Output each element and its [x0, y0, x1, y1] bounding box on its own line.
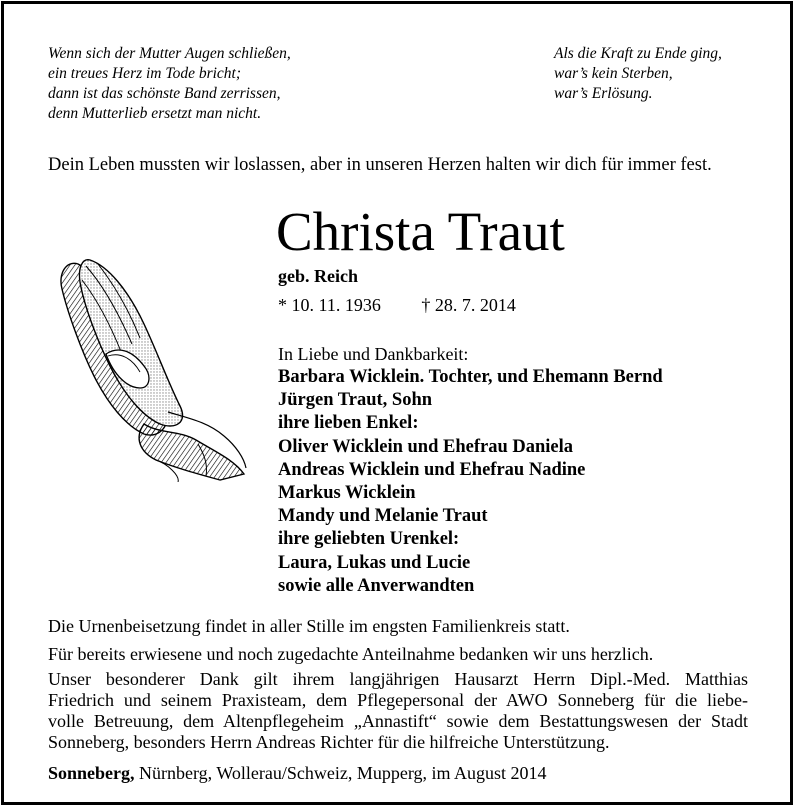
poem-right [554, 44, 722, 104]
place-rest: Nürnberg, Wollerau/Schweiz, Mupperg, im August 2014 [134, 763, 547, 783]
death-date: † 28. 7. 2014 [421, 295, 516, 315]
paragraph-line: volle Betreuung, dem Altenpflegeheim „Annastift“ sowie dem Bestattungswesen der Stadt [48, 711, 748, 731]
mourners-list [278, 366, 663, 598]
mourner-line: Mandy und Melanie Traut [278, 506, 488, 527]
poem-line: Wenn sich der Mutter Augen schließen, [48, 45, 291, 62]
praying-hands-icon [48, 254, 250, 482]
poem-line: ein treues Herz im Tode bricht; [48, 65, 242, 82]
burial-notice: Die Urnenbeisetzung findet in aller Stille im engsten Familienkreis statt. [48, 616, 570, 636]
mourner-line: Markus Wicklein [278, 483, 416, 504]
mourner-line: ihre lieben Enkel: [278, 413, 419, 434]
special-thanks-paragraph [48, 669, 748, 753]
poem-left [48, 44, 291, 124]
maiden-name: geb. Reich [278, 266, 358, 286]
motto: Dein Leben mussten wir loslassen, aber in unseren Herzen halten wir dich für immer fest. [48, 155, 712, 175]
mourner-line: sowie alle Anverwandten [278, 575, 475, 596]
place-main: Sonneberg, [48, 763, 135, 783]
birth-date: * 10. 11. 1936 [278, 295, 381, 315]
obituary-frame [1, 1, 793, 805]
paragraph-line: Unser besonderer Dank gilt ihrem langjährigen Hausarzt Herrn Dipl.-Med. Matthias [48, 669, 748, 689]
paragraph-line: Sonneberg, besonders Herrn Andreas Richter für die hilfreiche Unterstützung. [48, 732, 610, 752]
poem-line: dann ist das schönste Band zerrissen, [48, 85, 281, 102]
poem-line: war’s kein Sterben, [554, 65, 673, 82]
deceased-name: Christa Traut [276, 201, 565, 262]
mourner-line: Barbara Wicklein. Tochter, und Ehemann Bernd [278, 367, 663, 387]
thanks-notice: Für bereits erwiesene und noch zugedachte Anteilnahme bedanken wir uns herzlich. [48, 644, 654, 664]
mourner-line: Andreas Wicklein und Ehefrau Nadine [278, 459, 586, 480]
mourner-line: Oliver Wicklein und Ehefrau Daniela [278, 436, 574, 457]
paragraph-line: Friedrich und seinem Praxisteam, dem Pflegepersonal der AWO Sonneberg für die liebe- [48, 690, 748, 710]
place-and-date [48, 763, 547, 784]
poem-line: denn Mutterlieb ersetzt man nicht. [48, 105, 262, 122]
mourner-line: Jürgen Traut, Sohn [278, 390, 433, 411]
mourners-intro: In Liebe und Dankbarkeit: [278, 344, 469, 364]
mourner-line: ihre geliebten Urenkel: [278, 529, 460, 550]
mourner-line: Laura, Lukas und Lucie [278, 552, 471, 573]
life-dates [278, 295, 516, 316]
poem-line: war’s Erlösung. [554, 85, 653, 102]
poem-line: Als die Kraft zu Ende ging, [554, 45, 722, 62]
